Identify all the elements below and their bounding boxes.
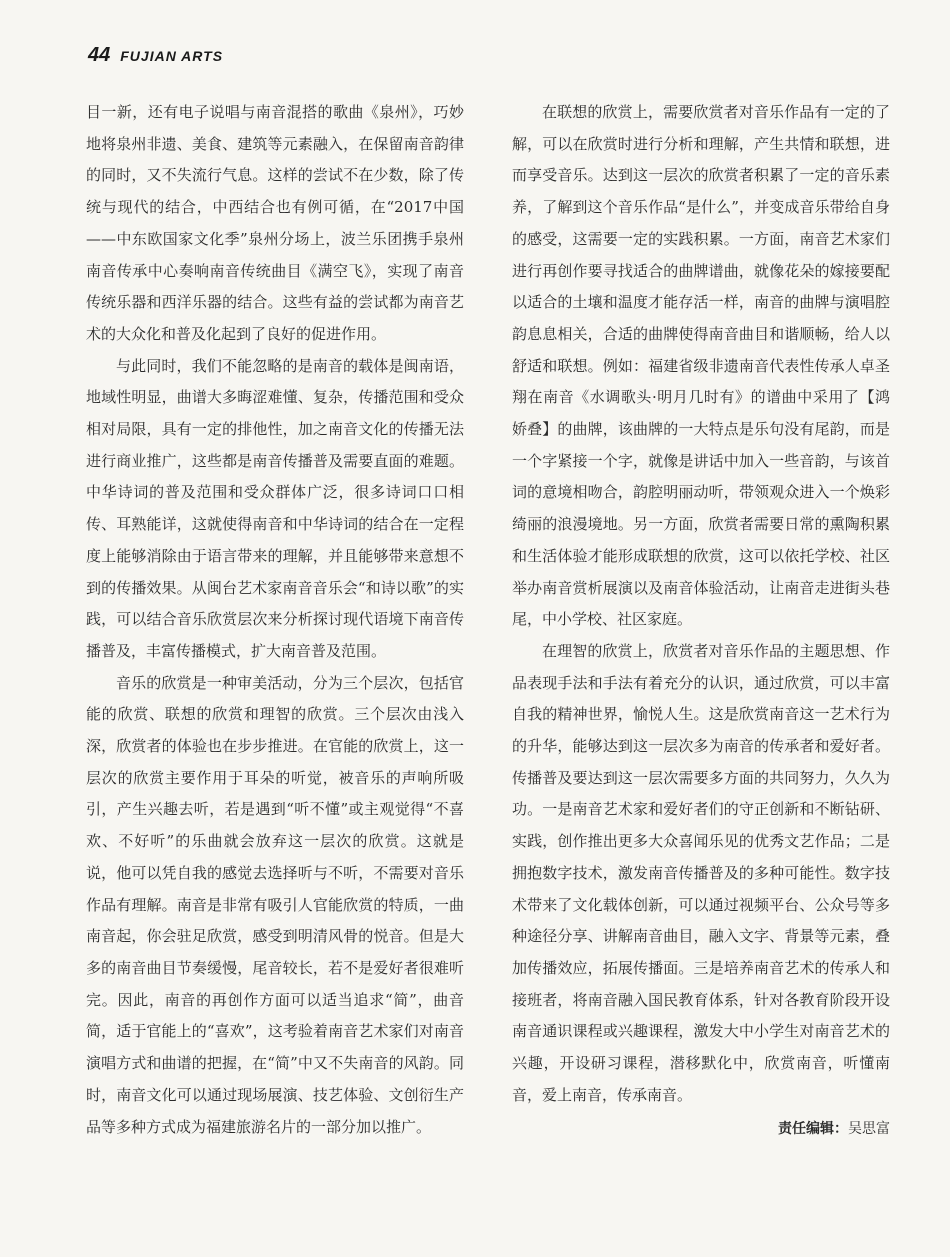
page-number: 44	[88, 44, 111, 66]
paragraph: 音乐的欣赏是一种审美活动，分为三个层次，包括官能的欣赏、联想的欣赏和理智的欣赏。三个层次由浅入深，欣赏者的体验也在步步推进。在官能的欣赏上，这一层次的欣赏主要作用于耳朵的听觉，被音乐的声响所吸引，产生兴趣去听，若是遇到“听不懂”或主观觉得“不喜欢、不好听”的乐曲就会放弃这一层次的欣赏。这就是说，他可以凭自我的感觉去选择听与不听，不需要对音乐作品有理解。南音是非常有吸引人官能欣赏的特质，一曲南音起，你会驻足欣赏，感受到明清风骨的悦音。但是大多的南音曲目节奏缓慢，尾音较长，若不是爱好者很难听完。因此，南音的再创作方面可以适当追求“简”，曲音简，适于官能上的“喜欢”，这考验着南音艺术家们对南音演唱方式和曲谱的把握，在“简”中又不失南音的风韵。同时，南音文化可以通过现场展演、技艺体验、文创衍生产品等多种方式成为福建旅游名片的一部分加以推广。	[86, 673, 464, 1136]
editor-name: 吴思富	[848, 1120, 890, 1137]
editor-label: 责任编辑：	[778, 1120, 848, 1137]
journal-name: FUJIAN ARTS	[120, 48, 224, 64]
paragraph: 在联想的欣赏上，需要欣赏者对音乐作品有一定的了解，可以在欣赏时进行分析和理解，产生共情和联想，进而享受音乐。达到这一层次的欣赏者积累了一定的音乐素养，了解到这个音乐作品“是什么”，并变成音乐带给自身的感受，这需要一定的实践积累。一方面，南音艺术家们进行再创作要寻找适合的曲牌谱曲，就像花朵的嫁接要配以适合的土壤和温度才能存活一样，南音的曲牌与演唱腔韵息息相关，合适的曲牌使得南音曲目和谐顺畅，给人以舒适和联想。例如：福建省级非遗南音代表性传承人卓圣翔在南音《水调歌头·明月几时有》的谱曲中采用了【鸿娇叠】的曲牌，该曲牌的一大特点是乐句没有尾韵，而是一个字紧接一个字，就像是讲话中加入一些音韵，与该首词的意境相吻合，韵腔明丽动听，带领观众进入一个焕彩绮丽的浪漫境地。另一方面，欣赏者需要日常的熏陶积累和生活体验才能形成联想的欣赏，这可以依托学校、社区举办南音赏析展演以及南音体验活动，让南音走进街头巷尾，中小学校、社区家庭。	[512, 103, 890, 629]
paragraph: 目一新，还有电子说唱与南音混搭的歌曲《泉州》，巧妙地将泉州非遗、美食、建筑等元素融入，在保留南音韵律的同时，又不失流行气息。这样的尝试不在少数，除了传统与现代的结合，中西结合也有例可循，在“2017中国——中东欧国家文化季”泉州分场上，波兰乐团携手泉州南音传承中心奏响南音传统曲目《满空飞》，实现了南音传统乐器和西洋乐器的结合。这些有益的尝试都为南音艺术的大众化和普及化起到了良好的促进作用。	[86, 103, 464, 343]
paragraph: 在理智的欣赏上，欣赏者对音乐作品的主题思想、作品表现手法和手法有着充分的认识，通过欣赏，可以丰富自我的精神世界，愉悦人生。这是欣赏南音这一艺术行为的升华，能够达到这一层次多为南音的传承者和爱好者。传播普及要达到这一层次需要多方面的共同努力，久久为功。一是南音艺术家和爱好者们的守正创新和不断钻研、实践，创作推出更多大众喜闻乐见的优秀文艺作品；二是拥抱数字技术，激发南音传播普及的多种可能性。数字技术带来了文化载体创新，可以通过视频平台、公众号等多种途径分享、讲解南音曲目，融入文字、背景等元素，叠加传播效应，拓展传播面。三是培养南音艺术的传承人和接班者，将南音融入国民教育体系，针对各教育阶段开设南音通识课程或兴趣课程，激发大中小学生对南音艺术的兴趣，开设研习课程，潜移默化中，欣赏南音，听懂南音，爱上南音，传承南音。	[512, 641, 890, 1104]
left-column	[86, 97, 464, 1143]
paragraph: 与此同时，我们不能忽略的是南音的载体是闽南语，地域性明显，曲谱大多晦涩难懂、复杂，传播范围和受众相对局限，具有一定的排他性，加之南音文化的传播无法进行商业推广，这些都是南音传播普及需要直面的难题。中华诗词的普及范围和受众群体广泛，很多诗词口口相传、耳熟能详，这就使得南音和中华诗词的结合在一定程度上能够消除由于语言带来的理解，并且能够带来意想不到的传播效果。从闽台艺术家南音音乐会“和诗以歌”的实践，可以结合音乐欣赏层次来分析探讨现代语境下南音传播普及，丰富传播模式，扩大南音普及范围。	[86, 356, 464, 660]
page-header	[88, 44, 223, 67]
right-column	[512, 97, 890, 1142]
editor-credit	[512, 1116, 890, 1142]
